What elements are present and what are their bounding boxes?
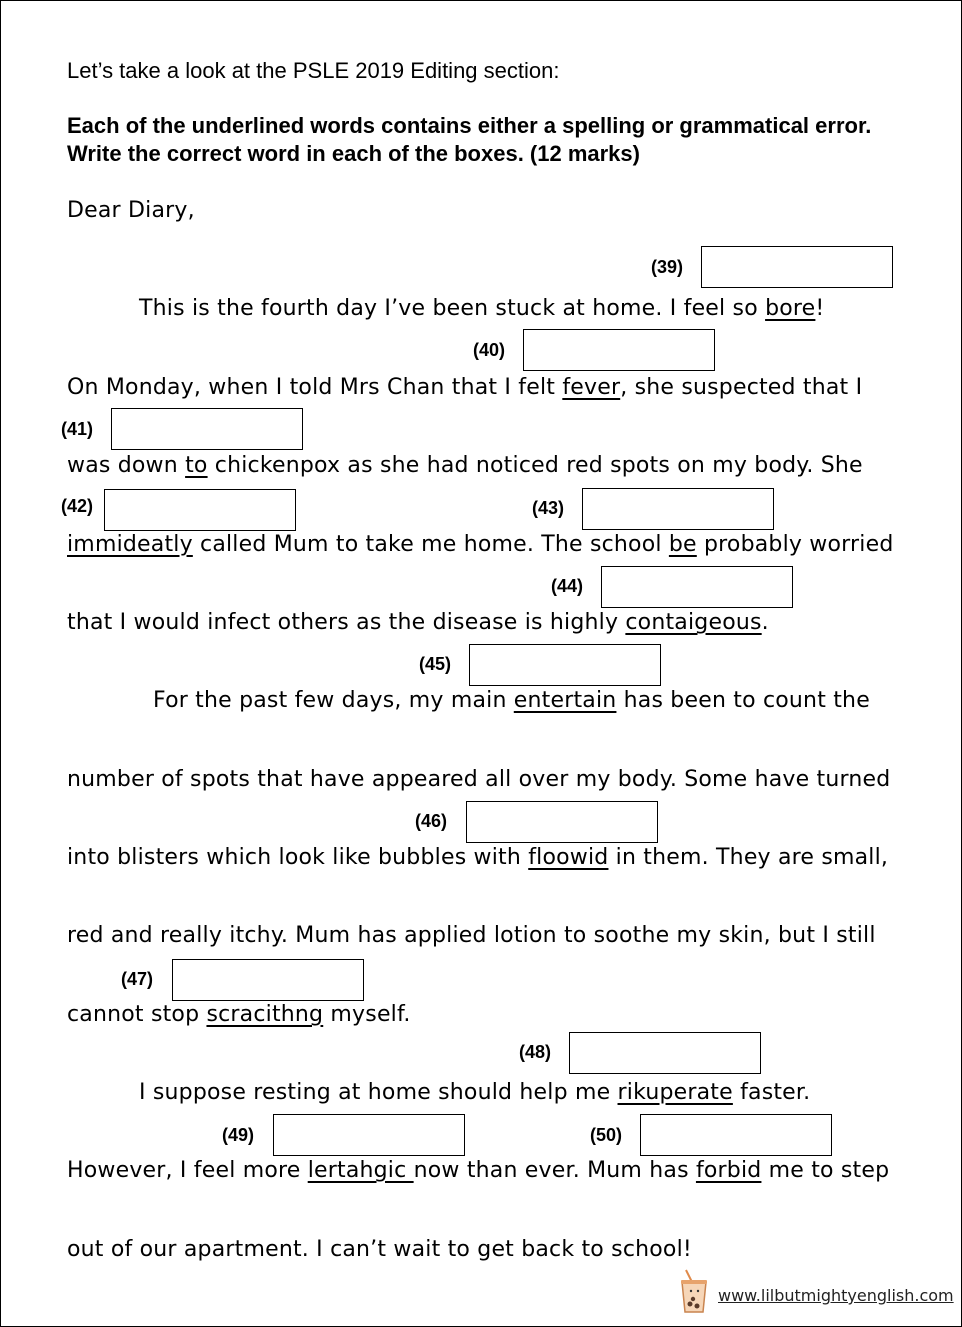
instructions: Each of the underlined words contains either a spelling or grammatical error. Write the correct word in each of the boxes. (12 marks) — [67, 113, 872, 166]
answer-box-45[interactable] — [469, 644, 661, 686]
passage-line-11 — [139, 1080, 810, 1105]
answer-box-44[interactable] — [601, 566, 793, 608]
answer-box-41[interactable] — [111, 408, 303, 450]
passage-line-13: out of our apartment. I can’t wait to get back to school! — [67, 1237, 692, 1262]
text-segment: For the past few days, my main — [153, 688, 514, 713]
question-number-49: (49) — [222, 1125, 255, 1145]
answer-box-42[interactable] — [104, 489, 296, 531]
website-link[interactable]: www.lilbutmightyenglish.com — [718, 1286, 954, 1305]
passage-line-3 — [67, 453, 863, 478]
error-word-41: to — [185, 453, 208, 478]
error-word-45: entertain — [513, 688, 617, 713]
footer — [676, 1268, 954, 1316]
passage-line-5 — [67, 610, 769, 635]
text-segment: faster. — [732, 1080, 811, 1105]
text-segment: However, I feel more — [67, 1158, 308, 1183]
passage-line-8 — [67, 845, 888, 870]
text-segment: into blisters which look like bubbles with — [67, 845, 529, 870]
passage-line-4 — [67, 532, 893, 557]
passage-line-1 — [139, 296, 824, 321]
answer-box-48[interactable] — [569, 1032, 761, 1074]
bubble-tea-cup-icon — [676, 1268, 716, 1316]
question-number-40: (40) — [473, 340, 506, 360]
question-number-43: (43) — [532, 498, 565, 518]
text-segment: now than ever. Mum has — [413, 1158, 696, 1183]
text-segment: cannot stop — [67, 1002, 207, 1027]
error-word-42: immideatly — [67, 532, 193, 557]
salutation: Dear Diary, — [67, 198, 195, 223]
question-number-47: (47) — [121, 969, 154, 989]
question-number-42: (42) — [61, 496, 94, 516]
passage-line-2 — [67, 375, 862, 400]
intro-text: Let’s take a look at the PSLE 2019 Editing section: — [67, 58, 560, 83]
answer-box-43[interactable] — [582, 488, 774, 530]
error-word-48: rikuperate — [617, 1080, 733, 1105]
text-segment: ! — [815, 296, 825, 321]
error-word-44: contaigeous — [625, 610, 762, 635]
text-segment: I suppose resting at home should help me — [139, 1080, 618, 1105]
text-segment: probably worried — [696, 532, 894, 557]
error-word-40: fever — [562, 375, 621, 400]
text-segment: , she suspected that I — [620, 375, 863, 400]
error-word-49: lertahgic — [307, 1158, 414, 1183]
question-number-44: (44) — [551, 576, 584, 596]
answer-box-49[interactable] — [273, 1114, 465, 1156]
passage-line-9: red and really itchy. Mum has applied lotion to soothe my skin, but I still — [67, 923, 876, 948]
text-segment: that I would infect others as the disease is highly — [67, 610, 626, 635]
passage-line-7: number of spots that have appeared all over my body. Some have turned — [67, 767, 891, 792]
answer-box-40[interactable] — [523, 329, 715, 371]
text-segment: This is the fourth day I’ve been stuck at home. I feel so — [139, 296, 766, 321]
answer-box-50[interactable] — [640, 1114, 832, 1156]
text-segment: On Monday, when I told Mrs Chan that I felt — [67, 375, 563, 400]
passage-line-6 — [153, 688, 870, 713]
text-segment: called Mum to take me home. The school — [192, 532, 669, 557]
text-segment: in them. They are small, — [608, 845, 889, 870]
answer-box-39[interactable] — [701, 246, 893, 288]
text-segment: . — [761, 610, 769, 635]
error-word-47: scracithng — [206, 1002, 324, 1027]
question-number-50: (50) — [590, 1125, 623, 1145]
text-segment: me to step — [761, 1158, 890, 1183]
answer-box-46[interactable] — [466, 801, 658, 843]
passage-line-12 — [67, 1158, 889, 1183]
text-segment: was down — [67, 453, 186, 478]
text-segment: has been to count the — [616, 688, 870, 713]
error-word-46: floowid — [528, 845, 609, 870]
question-number-45: (45) — [419, 654, 452, 674]
question-number-46: (46) — [415, 811, 448, 831]
text-segment: chickenpox as she had noticed red spots on my body. She — [207, 453, 863, 478]
answer-box-47[interactable] — [172, 959, 364, 1001]
question-number-48: (48) — [519, 1042, 552, 1062]
passage-line-10 — [67, 1002, 411, 1027]
text-segment: myself. — [323, 1002, 411, 1027]
error-word-50: forbid — [695, 1158, 762, 1183]
error-word-43: be — [668, 532, 697, 557]
question-number-39: (39) — [651, 257, 684, 277]
error-word-39: bore — [765, 296, 816, 321]
question-number-41: (41) — [61, 419, 94, 439]
